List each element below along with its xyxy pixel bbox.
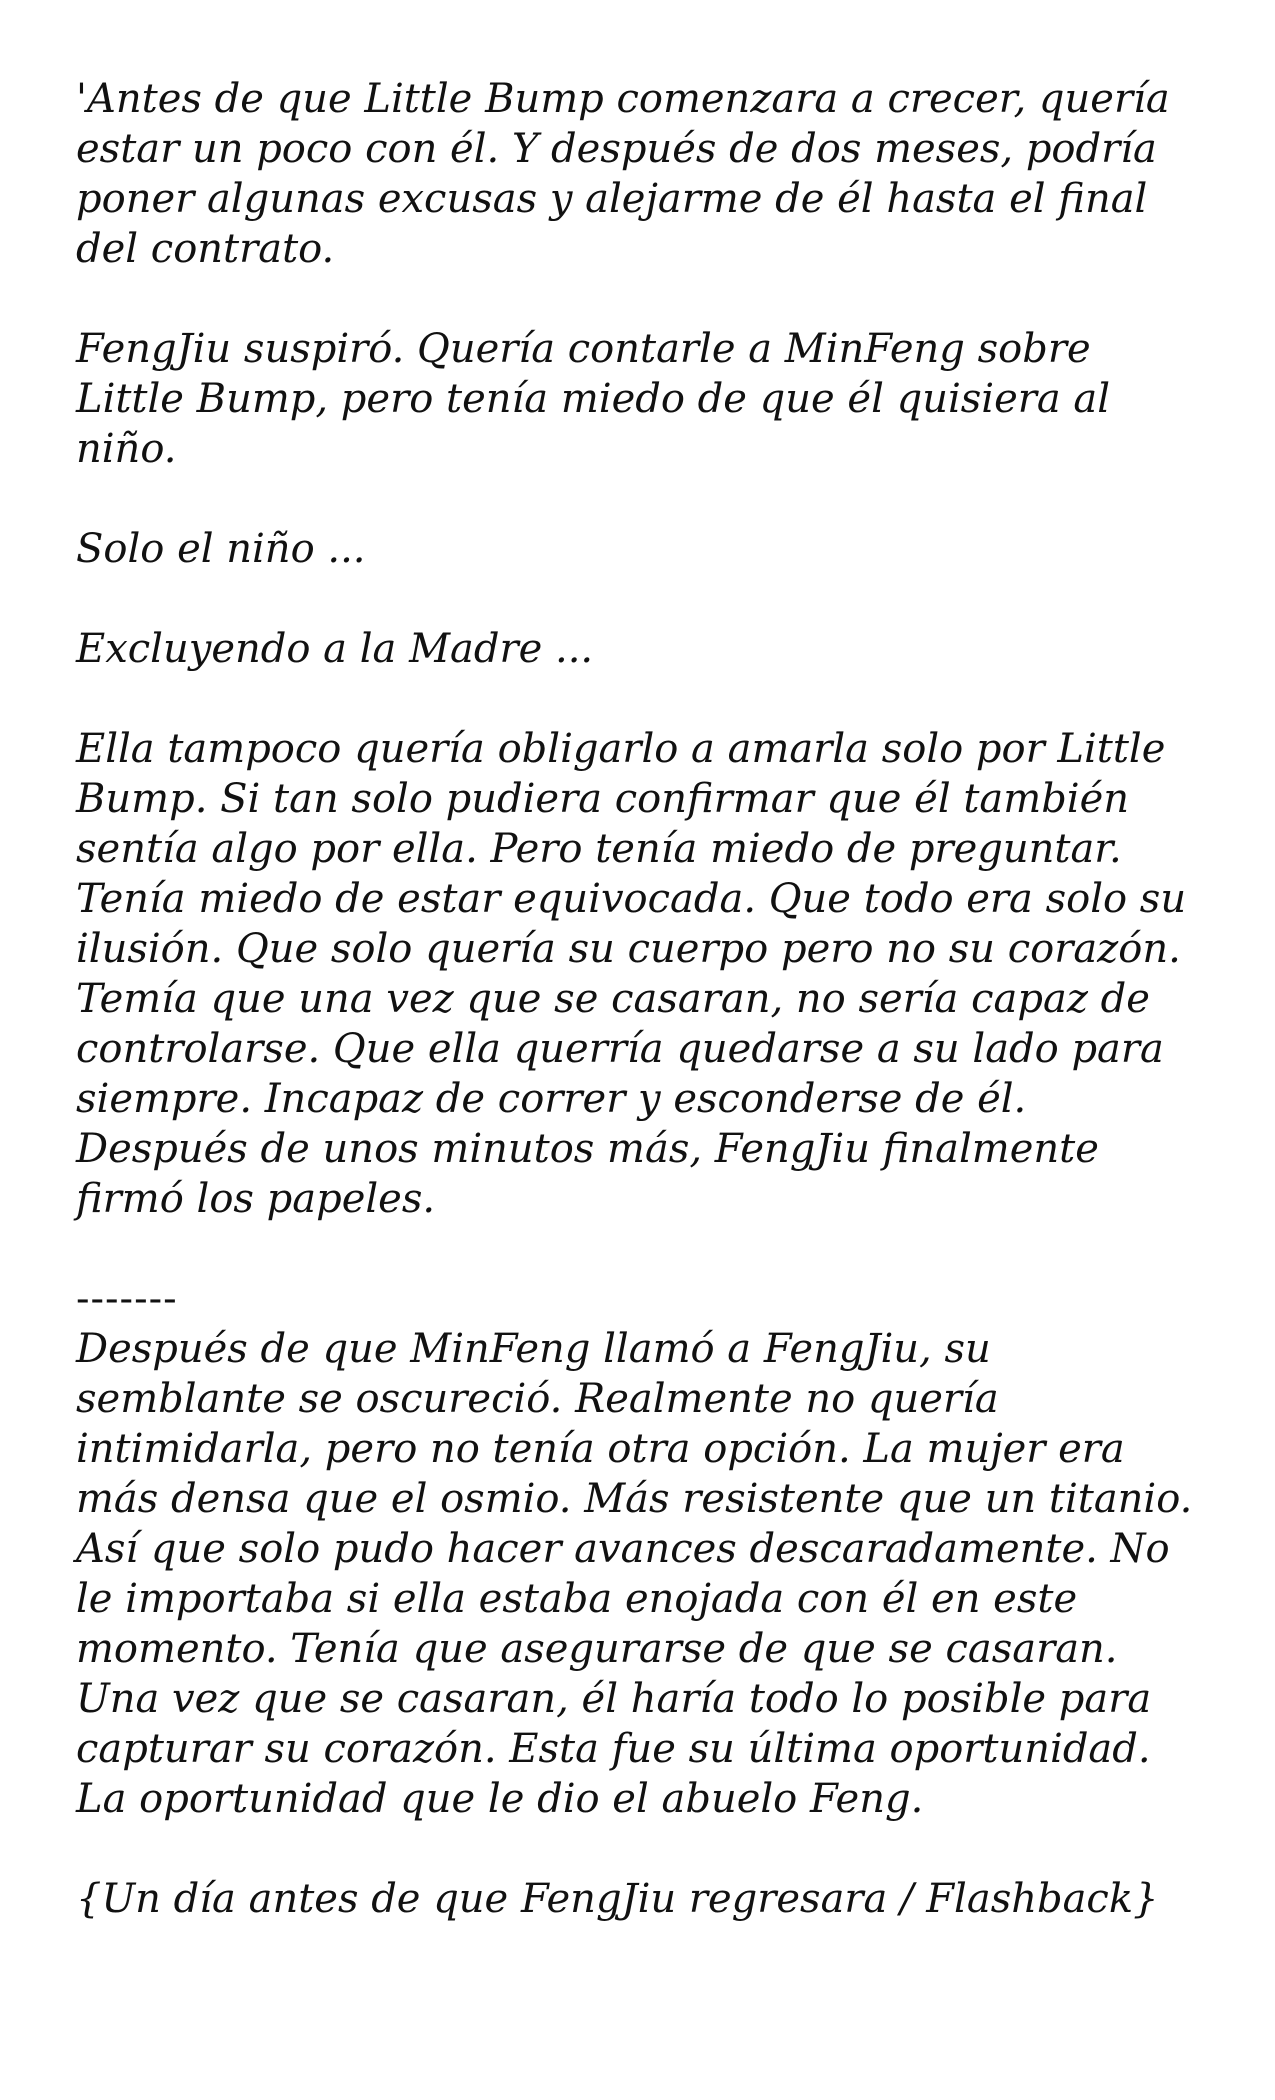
paragraph-3: Solo el niño ... — [76, 526, 366, 572]
scene-separator: ------- — [76, 1276, 178, 1322]
paragraph-6: Después de que MinFeng llamó a FengJiu, su semblante se oscureció. Realmente no quería intimidarla, pero no tenía otra opción. La mujer era más densa que el osmio. Más resistente que un titanio. Así que solo pudo hacer avances descaradamente. No le importaba si ella estaba enojada con él en este momento. Tenía que asegurarse de que se casaran. Una vez que se casaran, él haría todo lo posible para capturar su corazón. Esta fue su última oportunidad. La oportunidad que le dio el abuelo Feng. — [76, 1326, 1193, 1822]
paragraph-2: FengJiu suspiró. Quería contarle a MinFeng sobre Little Bump, pero tenía miedo de que él quisiera al niño. — [76, 326, 1111, 472]
flashback-marker: {Un día antes de que FengJiu regresara / Flashback} — [76, 1876, 1159, 1922]
paragraph-4: Excluyendo a la Madre ... — [76, 626, 594, 672]
paragraph-1: 'Antes de que Little Bump comenzara a crecer, quería estar un poco con él. Y después de dos meses, podría poner algunas excusas y alejarme de él hasta el final del contrato. — [76, 76, 1170, 272]
paragraph-5: Ella tampoco quería obligarlo a amarla solo por Little Bump. Si tan solo pudiera confirmar que él también sentía algo por ella. Pero tenía miedo de preguntar. Tenía miedo de estar equivocada. Que todo era solo su ilusión. Que solo quería su cuerpo pero no su corazón. Temía que una vez que se casaran, no sería capaz de controlarse. Que ella querría quedarse a su lado para siempre. Incapaz de correr y esconderse de él. Después de unos minutos más, FengJiu finalmente firmó los papeles. — [76, 726, 1187, 1222]
